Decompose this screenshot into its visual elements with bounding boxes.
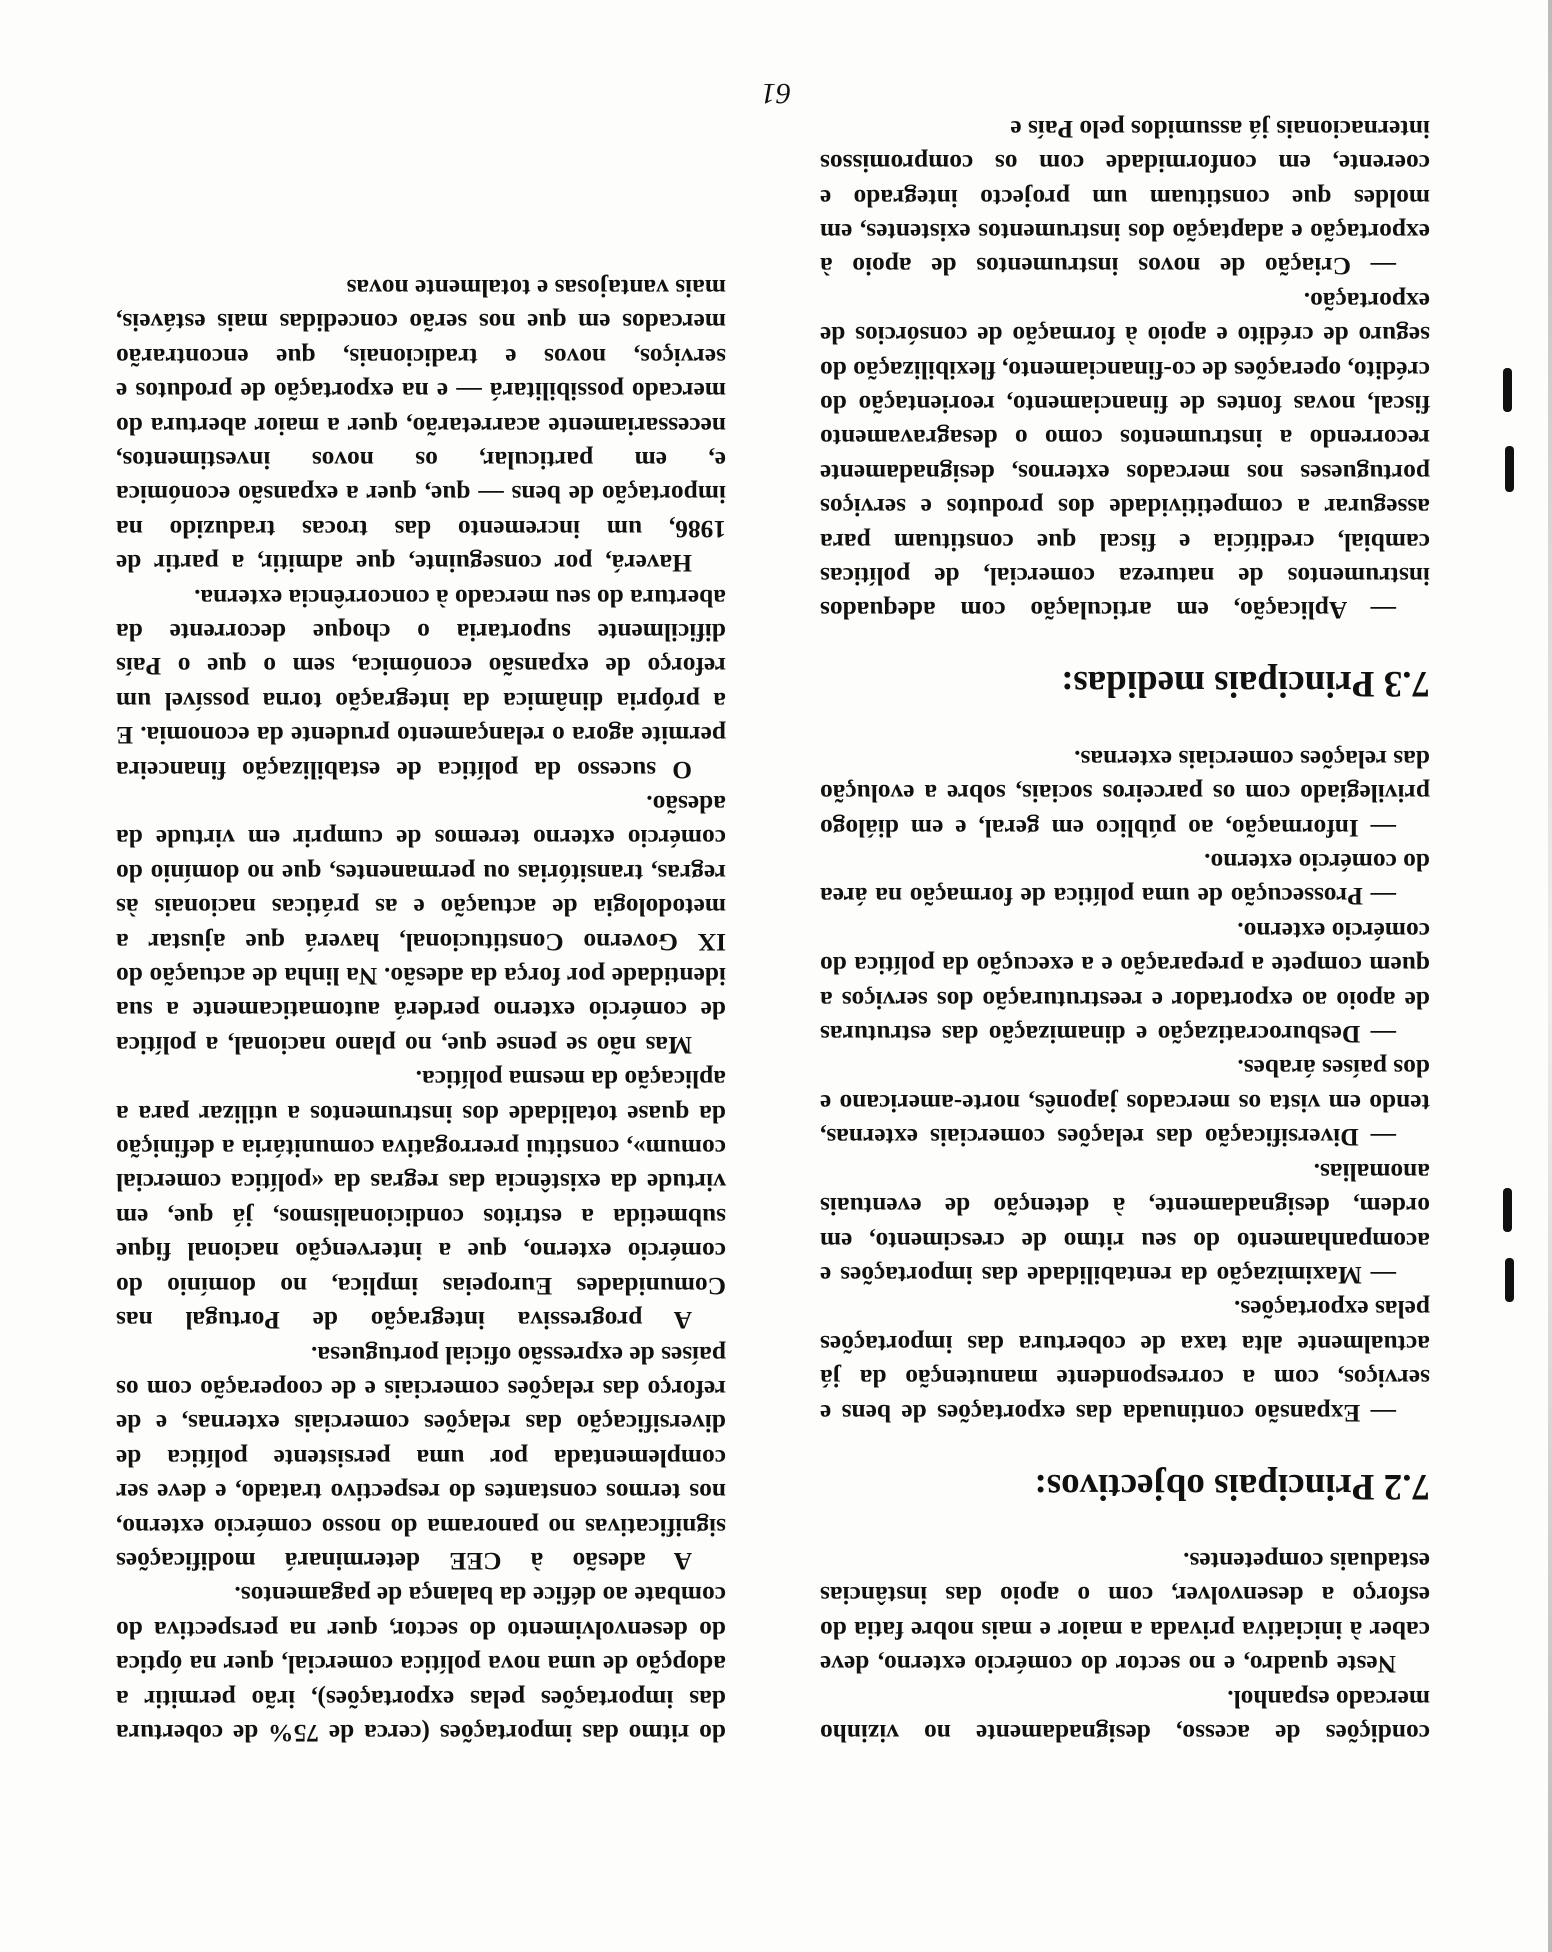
- margin-mark: [1503, 368, 1512, 412]
- margin-mark: [1505, 446, 1514, 492]
- list-item: — Desburocratização e dinamização das estruturas de apoio ao exportador e reestruturação dos serviços a quem compete a preparação e a execução da política do comércio externo.: [820, 916, 1430, 1049]
- right-column: [116, 271, 726, 1750]
- list-item: — Expansão continuada das exportações de bens e serviços, com a correspondente manutenção da já actualmente alta taxa de cobertura das importações pelas exportações.: [820, 1295, 1430, 1427]
- list-item: — Aplicação, em articulação com adequados instrumentos de natureza comercial, de políticas cambial, creditícia e fiscal que constituam para assegurar a competitividade dos produtos e serviços portugueses nos mercados externos, designadamente recorrendo a instrumentos como o desagravamento fiscal, novas fontes de financiamento, reorientação do crédito, operações de co-financiamento, flexibilização do seguro de crédito e apoio à formação de consórcios de exportação.: [820, 286, 1430, 625]
- section-heading-objectives: 7.2 Principais objectivos:: [1034, 1465, 1430, 1507]
- list-item: — Informação, ao público em geral, e em diálogo privilegiado com os parceiros sociais, sobre a evolução das relações comerciais externas.: [820, 744, 1430, 842]
- scan-edge: [1548, 0, 1552, 1952]
- paragraph: O sucesso da política de estabilização financeira permite agora o relançamento prudente da economia. E a própria dinâmica da integração torna possível um reforço de expansão económica, sem o que o País dificilmente suportaria o choque decorrente da abertura do seu mercado à concorrência externa.: [116, 583, 726, 784]
- paragraph: A progressiva integração de Portugal nas Comunidades Europeias implica, no domínio do comércio externo, que a intervenção nacional fique submetida a estritos condicionalismos, já que, em virtude da existência das regras da «política comercial comum», constitui prerrogativa comunitária a definição da quase totalidade dos instrumentos a utilizar para a aplicação da mesma política.: [116, 1065, 726, 1335]
- margin-mark: [1505, 1258, 1514, 1302]
- list-item: — Maximização da rentabilidade das importações e acompanhamento do seu ritmo de crescimento, em ordem, designadamente, à detenção de eventuais anomalias.: [820, 1157, 1430, 1289]
- paragraph: Neste quadro, e no sector do comércio externo, deve caber à iniciativa privada a maior e mais nobre fatia do esforço a desenvolver, com o apoio das instâncias estaduais competentes.: [820, 1546, 1430, 1679]
- paragraph: Haverá, por conseguinte, que admitir, a partir de 1986, um incremento das trocas traduzido na importação de bens — que, quer a expansão económica e, em particular, os novos investimentos, necessariamente acarretarão, quer a maior abertura do mercado possibilitará — e na exportação de produtos e serviços, novos e tradicionais, que encontrarão mercados em que nos serão concedidas mais estáveis, mais vantajosas e totalmente novas: [116, 273, 726, 578]
- margin-mark: [1503, 1188, 1512, 1232]
- list-item: — Criação de novos instrumentos de apoio à exportação e adaptação dos instrumentos existentes, em moldes que constituam um projecto integrado e coerente, em conformidade com os compromissos internacionais já assumidos pelo País e: [820, 114, 1430, 281]
- paragraph: A adesão à CEE determinará modificações significativas no panorama do nosso comércio externo, nos termos constantes do respectivo tratado, e deve ser complementada por uma persistente política de diversificação das relações comerciais externas, e de reforço das relações comerciais e de cooperação com os países de expressão oficial portuguesa.: [116, 1340, 726, 1575]
- list-item: — Prossecução de uma política de formação na área do comércio externo.: [820, 848, 1430, 911]
- left-column: [820, 111, 1430, 1750]
- paragraph: Mas não se pense que, no plano nacional, a política de comércio externo perderá automaticamente a sua identidade por força da adesão. Na linha de actuação do IX Governo Constitucional, haverá que ajustar a metodologia de actuação e as práticas nacionais às regras, transitórias ou permanentes, que no domínio do comércio externo teremos de cumprir em virtude da adesão.: [116, 790, 726, 1059]
- list-item: — Diversificação das relações comerciais externas, tendo em vista os mercados japonês, norte-americano e dos países árabes.: [820, 1054, 1430, 1152]
- paragraph: condições de acesso, designadamente no vizinho mercado espanhol.: [820, 1684, 1430, 1747]
- page-number: 61: [761, 77, 791, 110]
- paragraph: do ritmo das importações (cerca de 75% de cobertura das importações pelas exportações), irão permitir a adopção de uma nova política comercial, quer na óptica do desenvolvimento do sector, quer na perspectiva do combate ao défice da balança de pagamentos.: [116, 1581, 726, 1747]
- section-heading-measures: 7.3 Principais medidas:: [1061, 663, 1430, 705]
